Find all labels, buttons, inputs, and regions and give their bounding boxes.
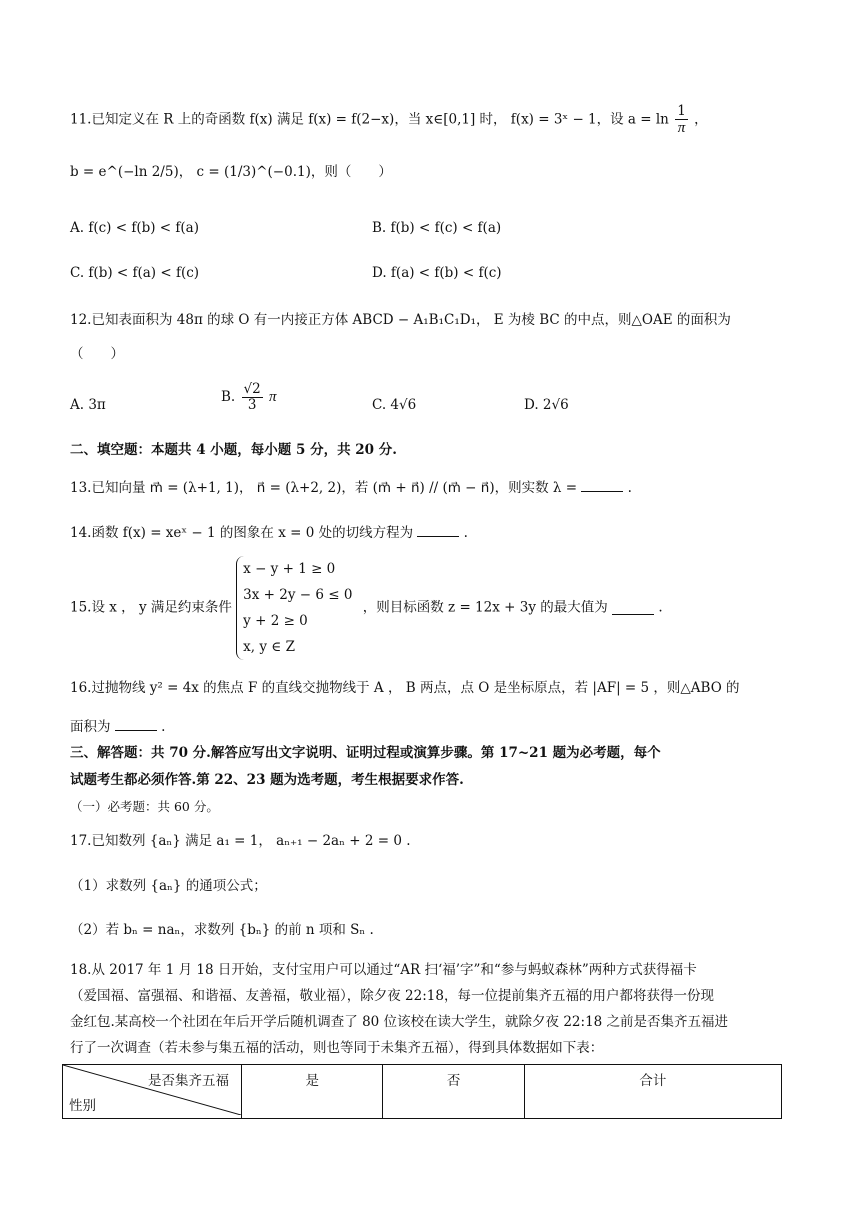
q11-option-b: B. f(b) < f(c) < f(a) <box>372 220 502 236</box>
constraint-system <box>236 556 358 660</box>
q16-line2-tail: . <box>161 719 166 735</box>
q11-option-c: C. f(b) < f(a) < f(c) <box>70 265 200 281</box>
q12-line1: 12.已知表面积为 48π 的球 O 有一内接正方体 ABCD − A₁B₁C₁D₁， E 为棱 BC 的中点，则△OAE 的面积为 <box>70 312 731 328</box>
fraction-denominator: 3 <box>247 396 257 413</box>
q11-option-a: A. f(c) < f(b) < f(a) <box>70 220 199 236</box>
q16-line2 <box>70 718 165 736</box>
constraint-3: y + 2 ≥ 0 <box>243 613 308 629</box>
option-b-tail: π <box>269 388 277 405</box>
constraint-2: 3x + 2y − 6 ≤ 0 <box>243 587 353 603</box>
answer-blank <box>581 479 623 492</box>
q12-option-d: D. 2√6 <box>524 397 569 413</box>
q11-option-d: D. f(a) < f(b) < f(c) <box>372 265 502 281</box>
table-header-cell: 否 <box>383 1065 524 1119</box>
q11-fraction-a <box>675 104 688 136</box>
constraint-4: x, y ∈ Z <box>243 639 295 655</box>
q13 <box>70 479 632 497</box>
table-header-cell: 合计 <box>524 1065 781 1119</box>
q12-option-b-fraction <box>242 382 263 413</box>
fraction-denominator: π <box>677 119 686 136</box>
q13-tail: . <box>627 480 632 496</box>
q14-tail: . <box>463 525 468 541</box>
table-header-row <box>63 1065 782 1119</box>
q18-line1: 18.从 2017 年 1 月 18 日开始，支付宝用户可以通过“AR 扫‘福’字”和“参与蚂蚁森林”两种方式获得福卡 <box>70 962 697 978</box>
q11-line1 <box>70 104 708 136</box>
q11-line1-tail: ， <box>694 111 708 128</box>
section2-heading: 二、填空题：本题共 4 小题，每小题 5 分，共 20 分. <box>70 442 397 458</box>
q11-stem: 11.已知定义在 R 上的奇函数 f(x) 满足 f(x) = f(2−x)，当 x∈[0,1] 时， f(x) = 3ˣ − 1，设 a = ln <box>70 111 669 128</box>
q15 <box>70 556 663 660</box>
survey-table <box>62 1064 782 1119</box>
q18-line2: （爱国福、富强福、和谐福、友善福，敬业福），除夕夜 22:18，每一位提前集齐五福的用户都将获得一份现 <box>70 988 714 1004</box>
q11-line2: b = e^(−ln 2/5)， c = (1/3)^(−0.1)，则（ ） <box>70 164 392 180</box>
answer-blank <box>612 602 654 615</box>
fraction-numerator: 1 <box>677 103 686 119</box>
corner-top-label: 是否集齐五福 <box>148 1073 229 1089</box>
option-b-prefix: B. <box>221 388 236 405</box>
section3-heading-line2: 试题考生都必须作答.第 22、23 题为选考题，考生根据要求作答. <box>70 772 464 788</box>
q13-text: 13.已知向量 m⃗ = (λ+1, 1)， n⃗ = (λ+2, 2)，若 (m⃗ + n⃗) // (m⃗ − n⃗)，则实数 λ = <box>70 480 578 496</box>
constraint-1: x − y + 1 ≥ 0 <box>243 561 336 577</box>
answer-blank <box>115 718 157 731</box>
table-corner-cell <box>63 1065 242 1119</box>
answer-blank <box>417 524 459 537</box>
fraction-numerator: √2 <box>243 381 261 397</box>
q12-line2: （ ） <box>70 346 124 362</box>
q17-stem: 17.已知数列 {aₙ} 满足 a₁ = 1， aₙ₊₁ − 2aₙ + 2 = 0 . <box>70 833 411 849</box>
q15-suffix: ，则目标函数 z = 12x + 3y 的最大值为 <box>362 599 608 616</box>
q14 <box>70 524 468 542</box>
q17-part1: （1）求数列 {aₙ} 的通项公式； <box>70 878 267 894</box>
q12-option-c: C. 4√6 <box>372 397 417 413</box>
q12-option-b <box>221 382 277 413</box>
q16-line2-prefix: 面积为 <box>70 719 111 735</box>
q17-part2: （2）若 bₙ = naₙ，求数列 {bₙ} 的前 n 项和 Sₙ . <box>70 922 374 938</box>
q14-text: 14.函数 f(x) = xeˣ − 1 的图象在 x = 0 处的切线方程为 <box>70 525 414 541</box>
table-header-cell: 是 <box>242 1065 383 1119</box>
q16-line1: 16.过抛物线 y² = 4x 的焦点 F 的直线交抛物线于 A ， B 两点，点 O 是坐标原点，若 |AF| = 5 ，则△ABO 的 <box>70 680 740 696</box>
q15-prefix: 15.设 x ， y 满足约束条件 <box>70 599 232 616</box>
q15-tail: . <box>658 599 663 616</box>
section3-heading-line1: 三、解答题：共 70 分.解答应写出文字说明、证明过程或演算步骤。第 17~21 题为必考题，每个 <box>70 745 661 761</box>
corner-bottom-label: 性别 <box>69 1098 96 1114</box>
q18-line4: 行了一次调查（若未参与集五福的活动，则也等同于未集齐五福），得到具体数据如下表： <box>70 1040 604 1056</box>
q18-line3: 金红包.某高校一个社团在年后开学后随机调查了 80 位该校在读大学生，就除夕夜 22:18 之前是否集齐五福进 <box>70 1014 729 1030</box>
section3-subheading: （一）必考题：共 60 分。 <box>70 799 219 814</box>
q12-option-a: A. 3π <box>70 397 106 413</box>
